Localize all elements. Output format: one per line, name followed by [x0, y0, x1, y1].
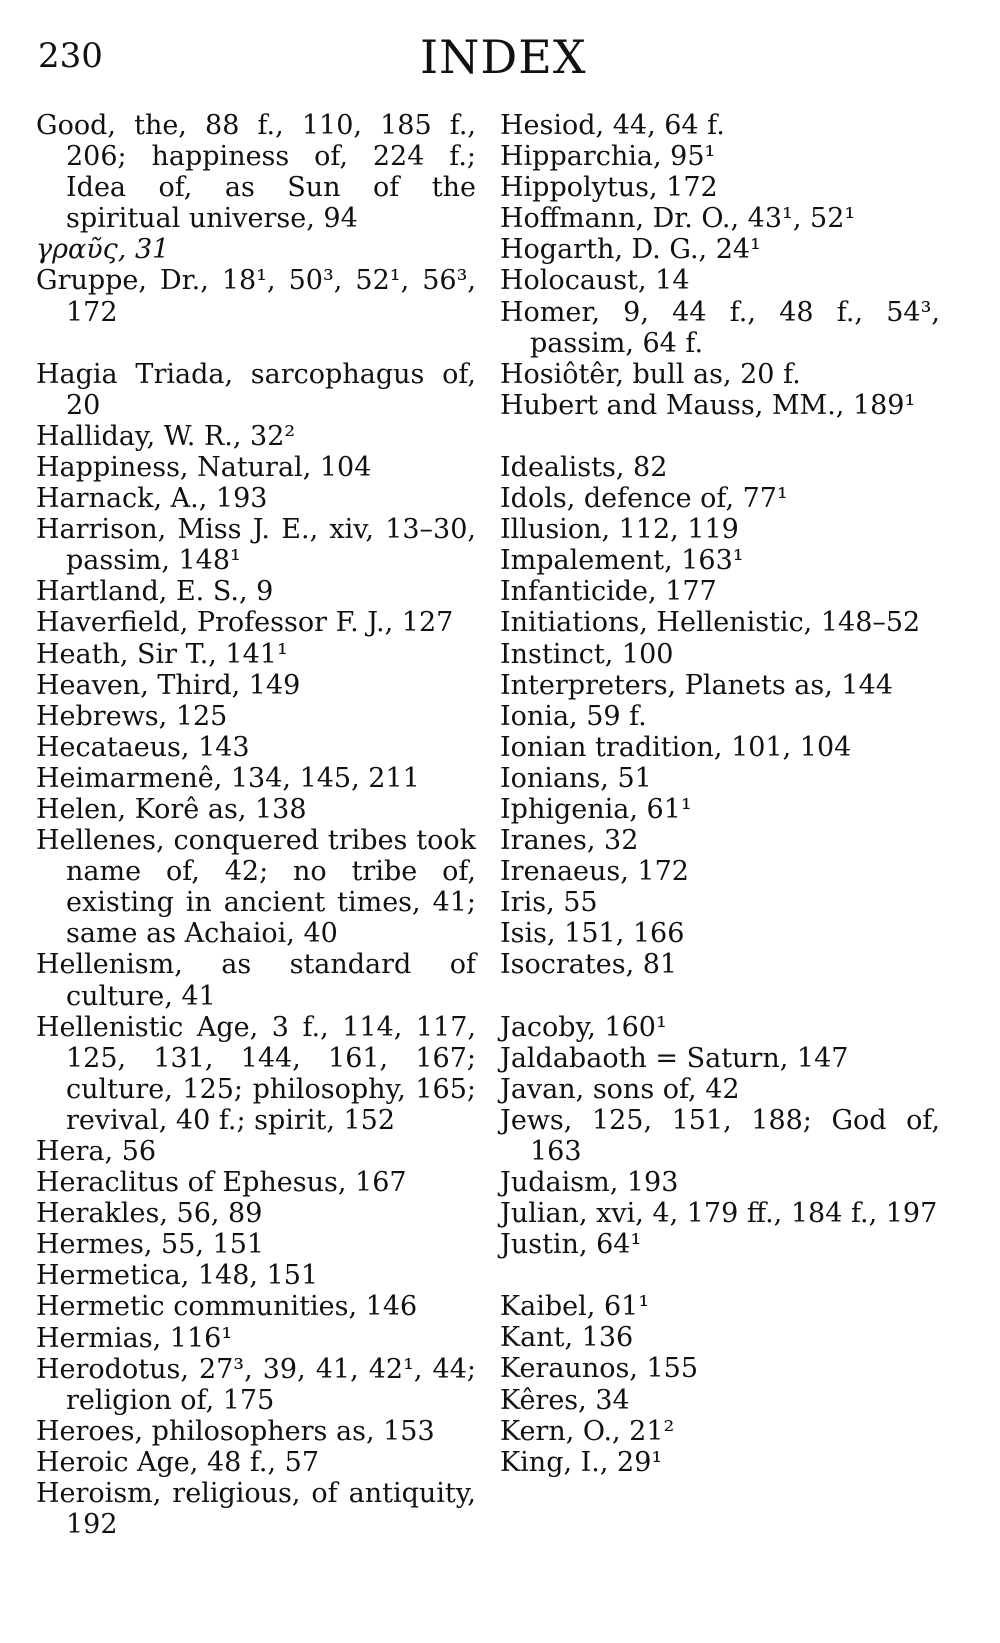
index-entry: Jaldabaoth = Saturn, 147 [500, 1042, 849, 1074]
page-number: 230 [38, 36, 103, 76]
index-entry: Hermetica, 148, 151 [36, 1260, 319, 1292]
index-entry: Heimarmenê, 134, 145, 211 [36, 762, 420, 794]
index-entry: Herakles, 56, 89 [36, 1198, 263, 1230]
index-entry: Infanticide, 177 [500, 576, 717, 608]
index-entry: Justin, 64¹ [500, 1229, 642, 1261]
index-entry: Homer, 9, 44 f., 48 f., 54³, passim, 64 f. [500, 296, 940, 359]
index-entry: Hagia Triada, sarcophagus of, 20 [36, 358, 476, 421]
index-entry: Hermias, 116¹ [36, 1322, 233, 1354]
index-entry: Ionian tradition, 101, 104 [500, 731, 852, 763]
index-entry: Kêres, 34 [500, 1384, 630, 1416]
index-entry: Iphigenia, 61¹ [500, 793, 692, 825]
index-entry: Hoffmann, Dr. O., 43¹, 52¹ [500, 203, 856, 235]
index-entry: Hartland, E. S., 9 [36, 576, 274, 608]
index-entry: Harrison, Miss J. E., xiv, 13–30, passim, 148¹ [36, 514, 476, 577]
index-entry: Ionians, 51 [500, 762, 652, 794]
index-entry: Hellenistic Age, 3 f., 114, 117, 125, 131, 144, 161, 167; culture, 125; philosophy, 165; revival, 40 f.; spirit, 152 [36, 1011, 476, 1136]
index-entry: Halliday, W. R., 32² [36, 420, 296, 452]
index-entry: Instinct, 100 [500, 638, 674, 670]
index-entry: Hera, 56 [36, 1136, 157, 1167]
index-entry: Illusion, 112, 119 [500, 514, 739, 546]
index-entry: Hogarth, D. G., 24¹ [500, 234, 761, 266]
index-entry: Keraunos, 155 [500, 1353, 699, 1385]
index-entry: Heaven, Third, 149 [36, 669, 301, 701]
index-entry: Idols, defence of, 77¹ [500, 483, 788, 515]
index-column-left [36, 110, 476, 1540]
index-entry: Iranes, 32 [500, 825, 639, 857]
index-entry: Harnack, A., 193 [36, 483, 268, 515]
index-entry: Interpreters, Planets as, 144 [500, 669, 893, 701]
index-entry: Heroic Age, 48 f., 57 [36, 1446, 320, 1478]
index-entry: Judaism, 193 [500, 1167, 679, 1198]
index-entry: Hesiod, 44, 64 f. [500, 110, 725, 141]
index-entry: Jacoby, 160¹ [500, 1011, 667, 1043]
index-entry: Heraclitus of Ephesus, 167 [36, 1167, 407, 1199]
index-entry: Isis, 151, 166 [500, 918, 685, 950]
index-entry: Jews, 125, 151, 188; God of, 163 [500, 1104, 940, 1167]
index-entry: Hellenes, conquered tribes took name of, 42; no tribe of, existing in ancient times, 41; same as Achaioi, 40 [36, 825, 476, 950]
index-entry: Good, the, 88 f., 110, 185 f., 206; happiness of, 224 f.; Idea of, as Sun of the spiritual universe, 94 [36, 110, 476, 235]
index-entry: Helen, Korê as, 138 [36, 793, 307, 825]
index-entry: Happiness, Natural, 104 [36, 451, 372, 483]
index-entry: Impalement, 163¹ [500, 545, 744, 577]
index-entry: Hecataeus, 143 [36, 731, 250, 763]
index-column-right [500, 110, 940, 1478]
index-entry: Hippolytus, 172 [500, 172, 718, 204]
page-title: INDEX [420, 30, 587, 84]
index-entry: Hosiôtêr, bull as, 20 f. [500, 358, 801, 390]
index-entry: Hubert and Mauss, MM., 189¹ [500, 389, 916, 421]
index-entry: Gruppe, Dr., 18¹, 50³, 52¹, 56³, 172 [36, 265, 476, 328]
index-entry: Hermes, 55, 151 [36, 1229, 265, 1261]
index-entry: Initiations, Hellenistic, 148–52 [500, 607, 921, 639]
index-entry: Heroes, philosophers as, 153 [36, 1415, 435, 1447]
index-entry: Haverfield, Professor F. J., 127 [36, 607, 454, 639]
index-entry: γραῦς, 31 [36, 234, 170, 266]
index-entry: Heroism, religious, of antiquity, 192 [36, 1478, 476, 1541]
index-entry: Julian, xvi, 4, 179 ff., 184 f., 197 [500, 1198, 938, 1230]
index-entry: Ionia, 59 f. [500, 700, 647, 732]
index-entry: Kaibel, 61¹ [500, 1291, 650, 1323]
index-entry: Irenaeus, 172 [500, 856, 689, 888]
index-entry: Herodotus, 27³, 39, 41, 42¹, 44; religion of, 175 [36, 1353, 476, 1416]
index-entry: Hebrews, 125 [36, 700, 228, 732]
index-entry: Iris, 55 [500, 887, 598, 919]
index-entry: Hellenism, as standard of culture, 41 [36, 949, 476, 1012]
index-entry: Javan, sons of, 42 [500, 1073, 740, 1105]
page-header [0, 30, 1000, 90]
index-entry: Hipparchia, 95¹ [500, 141, 716, 173]
index-entry: King, I., 29¹ [500, 1446, 663, 1478]
index-entry: Holocaust, 14 [500, 265, 690, 297]
index-entry: Hermetic communities, 146 [36, 1291, 418, 1323]
index-entry: Isocrates, 81 [500, 949, 678, 981]
index-entry: Kant, 136 [500, 1322, 634, 1354]
index-entry: Idealists, 82 [500, 451, 668, 483]
index-entry: Heath, Sir T., 141¹ [36, 638, 288, 670]
index-entry: Kern, O., 21² [500, 1415, 675, 1447]
